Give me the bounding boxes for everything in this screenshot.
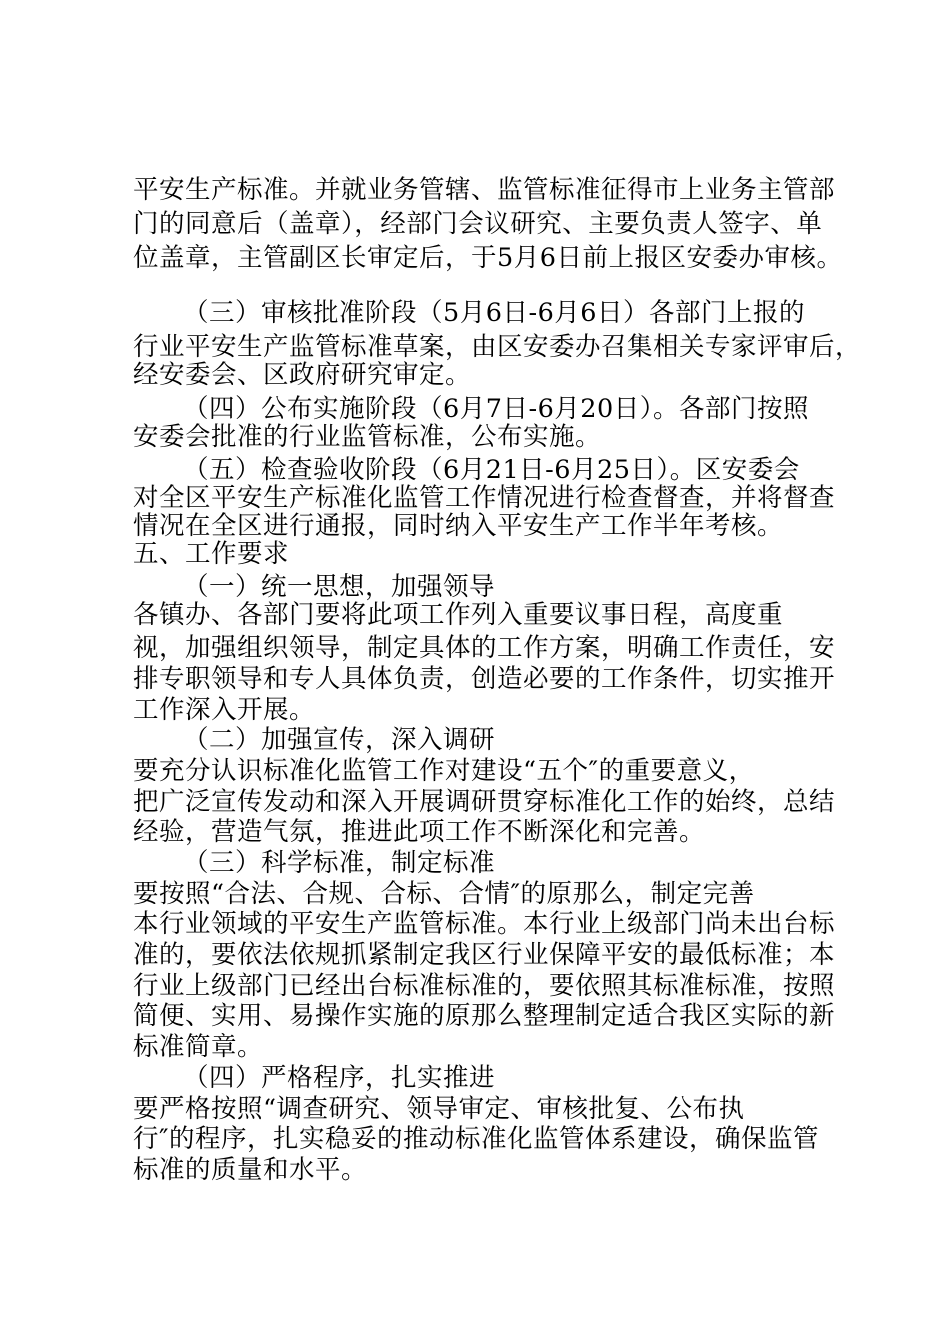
text-line-25: 准的，要依法依规抓紧制定我区行业保障平安的最低标准；本	[133, 940, 836, 970]
text-line-31: 行″的程序，扎实稳妥的推动标准化监管体系建设，确保监管	[133, 1124, 820, 1154]
text-line-27: 简便、实用、易操作实施的原那么整理制定适合我区实际的新	[133, 1001, 836, 1031]
text-line-11: 情况在全区进行通报，同时纳入平安生产工作半年考核。	[133, 511, 784, 541]
text-line-6: 经安委会、区政府研究审定。	[133, 360, 472, 390]
text-line-32: 标准的质量和水平。	[133, 1155, 368, 1185]
text-line-10: 对全区平安生产标准化监管工作情况进行检查督查，并将督查	[133, 483, 836, 513]
subheading-3: （三）科学标准，制定标准	[183, 848, 496, 878]
text-line-19: 要充分认识标准化监管工作对建设“五个″的重要意义，	[133, 756, 755, 786]
text-line-8: 安委会批准的行业监管标准，公布实施。	[133, 422, 602, 452]
text-line-16: 排专职领导和专人具体负责，创造必要的工作条件，切实推开	[133, 664, 836, 694]
text-line-20: 把广泛宣传发动和深入开展调研贯穿标准化工作的始终，总结	[133, 787, 836, 817]
text-line-26: 行业上级部门已经出台标准标准的，要依照其标准标准，按照	[133, 971, 836, 1001]
section-3-heading-line: （三）审核批准阶段（5月6日-6月6日）各部门上报的	[183, 298, 806, 328]
text-line-28: 标准简章。	[133, 1032, 264, 1062]
text-line-21: 经验，营造气氛，推进此项工作不断深化和完善。	[133, 817, 706, 847]
text-line-24: 本行业领域的平安生产监管标准。本行业上级部门尚未出台标	[133, 909, 836, 939]
text-line-1: 平安生产标准。并就业务管辖、监管标准征得市上业务主管部	[133, 175, 836, 205]
text-line-30: 要严格按照“调查研究、领导审定、审核批复、公布执	[133, 1094, 745, 1124]
chapter-heading-work-requirements: 五、工作要求	[133, 539, 290, 569]
text-line-17: 工作深入开展。	[133, 695, 316, 725]
text-line-23: 要按照“合法、合规、合标、合情″的原那么，制定完善	[133, 879, 755, 909]
text-line-15: 视，加强组织领导，制定具体的工作方案，明确工作责任，安	[133, 633, 836, 663]
subheading-4: （四）严格程序，扎实推进	[183, 1063, 496, 1093]
text-line-3: 位盖章，主管副区长审定后，于5月6日前上报区安委办审核。	[133, 243, 843, 273]
section-4-heading-line: （四）公布实施阶段（6月7日-6月20日）。各部门按照	[183, 394, 809, 424]
text-line-5: 行业平安生产监管标准草案，由区安委办召集相关专家评审后，	[133, 332, 862, 362]
section-5-heading-line: （五）检查验收阶段（6月21日-6月25日）。区安委会	[183, 455, 800, 485]
text-line-2: 门的同意后（盖章），经部门会议研究、主要负责人签字、单	[133, 209, 823, 239]
text-line-14: 各镇办、各部门要将此项工作列入重要议事日程，高度重	[133, 600, 784, 630]
subheading-1: （一）统一思想，加强领导	[183, 572, 496, 602]
subheading-2: （二）加强宣传，深入调研	[183, 725, 496, 755]
